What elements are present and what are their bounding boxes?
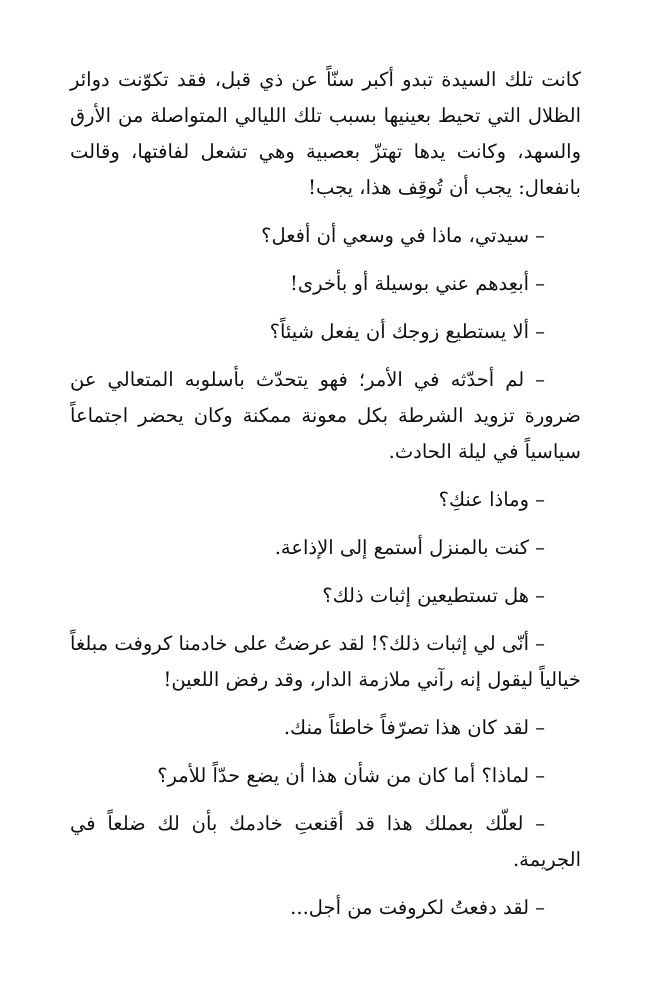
dialogue-line: – أبعِدهم عني بوسيلة أو بأخرى!: [289, 272, 545, 295]
dialogue-line: – وماذا عنكِ؟: [438, 488, 545, 511]
book-page: [70, 62, 581, 938]
dialogue-line: – سيدتي، ماذا في وسعي أن أفعل؟: [261, 224, 545, 247]
dialogue-line: – لماذا؟ أما كان من شأن هذا أن يضع حدّاً للأمر؟: [157, 764, 545, 787]
dialogue-line: – لقد كان هذا تصرّفاً خاطئاً منك.: [283, 716, 545, 739]
dialogue-paragraph: – أنّى لي إثبات ذلك؟! لقد عرضتُ على خادمنا كروفت مبلغاً خيالياً ليقول إنه رآني ملازمة الدار، وقد رفض اللعين!: [70, 632, 581, 691]
dialogue-line: – هل تستطيعين إثبات ذلك؟: [322, 584, 545, 607]
dialogue-line: – لقد دفعتُ لكروفت من أجل...: [290, 896, 545, 919]
dialogue-line: – ألا يستطيع زوجك أن يفعل شيئاً؟: [269, 320, 545, 343]
dialogue-paragraph: – لعلّك بعملك هذا قد أقنعتِ خادمك بأن لك ضلعاً في الجريمة.: [70, 812, 581, 871]
narrative-paragraph: كانت تلك السيدة تبدو أكبر سنّاً عن ذي قبل، فقد تكوّنت دوائر الظلال التي تحيط بعينيها بسبب تلك الليالي المتواصلة من الأرق والسهد، وكانت يدها تهتزّ بعصبية وهي تشعل لفافتها، وقالت بانفعال: يجب أن تُوقِف هذا، يجب!: [70, 68, 581, 199]
dialogue-line: – كنت بالمنزل أستمع إلى الإذاعة.: [274, 536, 545, 559]
dialogue-paragraph: – لم أحدّثه في الأمر؛ فهو يتحدّث بأسلوبه المتعالي عن ضرورة تزويد الشرطة بكل معونة ممكنة وكان يحضر اجتماعاً سياسياً في ليلة الحادث.: [70, 368, 581, 463]
